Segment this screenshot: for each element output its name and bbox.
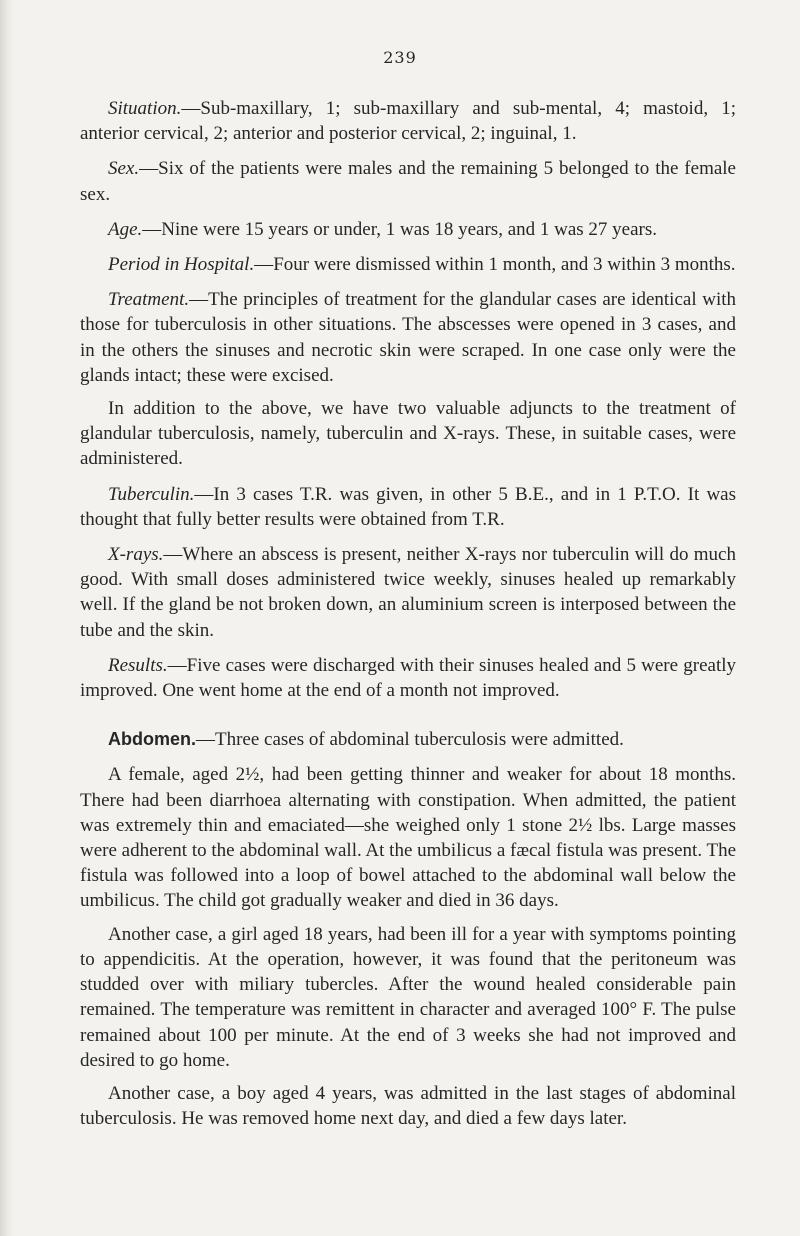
run-in-heading: Treatment. [108,289,190,311]
paragraph-case-2 [80,922,736,1073]
page-number: 239 [383,48,417,67]
paragraph-text: —The principles of treatment for the glandular cases are identical with those for tuberculosis in other situations. The abscesses were opened in 3 cases, and in the others the sinuses and necrotic skin were scraped. In one case only were the glands intact; these were excised. [80,289,736,386]
paragraph-text: lbs. Large masses were adherent to the abdominal wall. At the umbilicus a fæcal fistula was present. The fistula was followed into a loop of bowel attached to the abdominal wall below the umbilicus. The child got gradually weaker and died in 36 days. [80,814,737,912]
paragraph-text: —Five cases were discharged with their sinuses healed and 5 were greatly improved. One went home at the end of a month not improved. [80,654,736,702]
body-text [80,96,736,1141]
fraction: ½ [245,764,260,786]
paragraph-text: Another case, a girl aged 18 years, had been ill for a year with symptoms pointing to appendicitis. At the operation, however, it was found that the peritoneum was studded over with miliary tubercles. After the wound healed considerable pain remained. The temperature was remittent in character and averaged 100° F. The pulse remained about 100 per minute. At the end of 3 weeks she had not improved and desired to go home. [80,923,736,1071]
paragraph-text: —Three cases of abdominal tuberculosis were admitted. [196,729,624,751]
paragraph-case-3 [80,1081,736,1131]
run-in-heading: Sex. [108,158,140,180]
paragraph-text: —Four were dismissed within 1 month, and 3 within 3 months. [254,254,736,276]
run-in-heading: Results. [108,654,168,676]
run-in-heading: Age. [108,218,143,240]
paragraph-text: —Nine were 15 years or under, 1 was 18 years, and 1 was 27 years. [142,218,658,240]
paragraph-text: A female, aged 2 [108,764,246,786]
paragraph-text: In addition to the above, we have two valuable adjuncts to the treatment of glandular tuberculosis, namely, tuberculin and X-rays. These, in suitable cases, were administered. [80,398,736,470]
paragraph-x-rays [80,542,736,643]
paragraph-adjuncts [80,396,736,472]
paragraph-situation [80,96,736,146]
run-in-heading: X-rays. [108,544,164,566]
section-abdomen-intro [80,727,736,752]
run-in-heading: Situation. [108,98,182,119]
run-in-heading: Period in Hospital. [108,254,255,276]
run-in-heading: Tuberculin. [108,483,195,505]
paragraph-text: —Where an abscess is present, neither X-rays nor tuberculin will do much good. With small doses administered twice weekly, sinuses healed up remarkably well. If the gland be not broken down, an aluminium screen is interposed between the tube and the skin. [80,544,736,641]
paragraph-text: —In 3 cases T.R. was given, in other 5 B.E., and in 1 P.T.O. It was thought that fully better results were obtained from T.R. [80,483,736,530]
fraction: ½ [578,814,593,836]
paragraph-period-in-hospital [80,252,736,277]
section-heading: Abdomen. [108,729,196,750]
paragraph-age [80,217,736,242]
paragraph-treatment [80,287,736,388]
paragraph-text: Another case, a boy aged 4 years, was admitted in the last stages of abdominal tuberculosis. He was removed home next day, and died a few days later. [80,1082,736,1130]
paragraph-case-1 [80,762,736,913]
paragraph-tuberculin [80,482,736,532]
paragraph-sex [80,156,736,206]
paragraph-results [80,653,736,703]
paragraph-text: , had been getting thinner and weaker for about 18 months. There had been diarrhoea alternating with constipation. When admitted, the patient was extremely thin and emaciated—she weighed only 1 stone 2 [80,764,736,836]
paragraph-text: —Six of the patients were males and the remaining 5 belonged to the female sex. [80,158,736,205]
page-edge-shadow [0,0,14,1236]
paragraph-text: —Sub-maxillary, 1; sub-maxillary and sub-mental, 4; mastoid, 1; anterior cervical, 2; anterior and posterior cervical, 2; inguinal, 1. [80,98,736,145]
